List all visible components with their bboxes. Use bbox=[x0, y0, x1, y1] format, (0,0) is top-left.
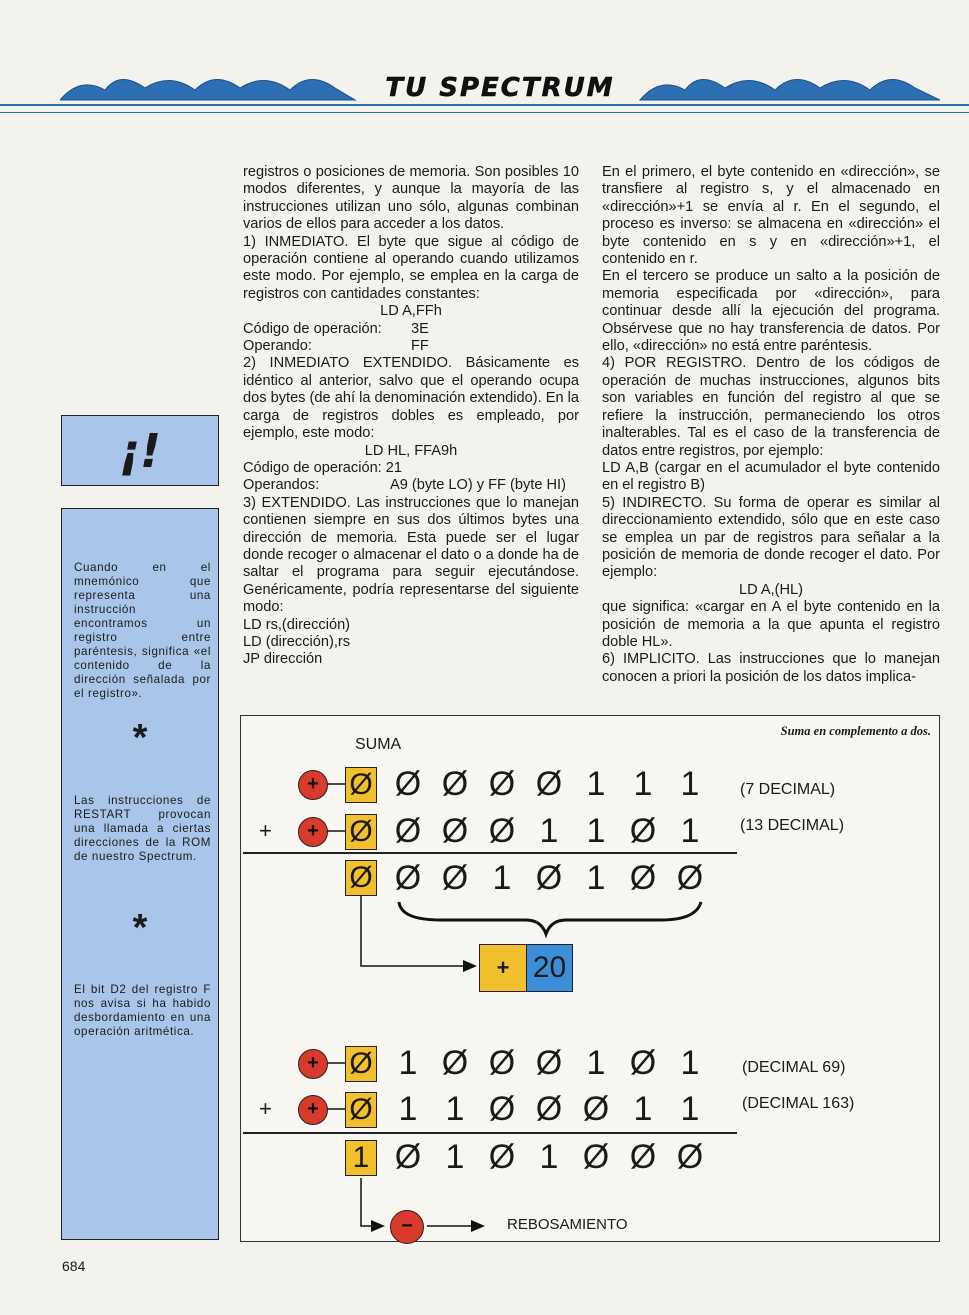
row-label: (DECIMAL 163) bbox=[742, 1095, 855, 1112]
row-label: (DECIMAL 69) bbox=[742, 1059, 846, 1076]
bit-digit: Ø bbox=[488, 765, 516, 803]
bit-digit: Ø bbox=[629, 812, 657, 850]
paragraph: En el tercero se produce un salto a la posición de memoria especificada por «dirección», para continuar desde allí la ejecución del programa. Obsérvese que no hay transferencia de datos. Por ello, «dirección» no está entre paréntesis. bbox=[602, 268, 940, 355]
bit-digit: Ø bbox=[582, 1090, 610, 1128]
sidebar-note-1: Cuando en el mnemónico que representa una instrucción encontramos un registro entre paréntesis, significa «el contenido de la dirección señalada por el registro». bbox=[74, 561, 211, 700]
sidebar-note-3: El bit D2 del registro F nos avisa si ha habido desbordamiento en una operación aritmética. bbox=[74, 983, 211, 1038]
sidebar-attention-box bbox=[61, 415, 219, 486]
plus-circle-icon: + bbox=[298, 1049, 328, 1079]
paragraph: 2) INMEDIATO EXTENDIDO. Básicamente es idéntico al anterior, salvo que el operando ocupa dos bytes (de ahí la denominación extendido). En la carga de registros dobles es empleado, por ejemplo, este modo: bbox=[243, 355, 579, 442]
bit-digit: 1 bbox=[680, 1044, 700, 1082]
bit-digit: Ø bbox=[488, 1044, 516, 1082]
bit-digit: Ø bbox=[676, 859, 704, 897]
bit-digit: Ø bbox=[488, 1090, 516, 1128]
code-line: LD (dirección),rs bbox=[243, 633, 351, 650]
paragraph: LD A,B (cargar en el acumulador el byte contenido en el registro B) bbox=[602, 459, 940, 494]
bit-digit: Ø bbox=[535, 859, 563, 897]
plus-circle-icon: + bbox=[298, 1095, 328, 1125]
bit-digit: Ø bbox=[535, 1090, 563, 1128]
sidebar-note-2: Las instrucciones de RESTART provocan una llamada a ciertas direcciones de la ROM de nuestro Spectrum. bbox=[74, 794, 211, 863]
bit-digit: Ø bbox=[441, 812, 469, 850]
bit-digit: 1 bbox=[539, 1138, 559, 1176]
opcode-row: Código de operación: 3E bbox=[243, 320, 429, 337]
code-line: LD A,(HL) bbox=[738, 581, 804, 598]
bit-digit: Ø bbox=[676, 1138, 704, 1176]
column-left bbox=[243, 164, 579, 669]
header-rule bbox=[0, 104, 969, 106]
paragraph: 3) EXTENDIDO. Las instrucciones que lo manejan contienen siempre en sus dos últimos bytes una dirección de memoria. Esta puede ser el lugar donde recoger o almacenar el dato o a donde ha de saltar el programa para seguir ejecutándose. Genéricamente, podría representarse del siguiente modo: bbox=[243, 494, 579, 616]
figure-caption: Suma en complemento a dos. bbox=[780, 724, 931, 738]
plus-circle-icon: + bbox=[298, 817, 328, 847]
bit-digit: 1 bbox=[586, 859, 606, 897]
page-number: 684 bbox=[62, 1258, 86, 1274]
bit-digit: 1 bbox=[445, 1090, 465, 1128]
plus-sign: + bbox=[480, 945, 527, 991]
code-line: LD A,FFh bbox=[380, 303, 442, 320]
bit-digit: 1 bbox=[445, 1138, 465, 1176]
bit-digit: Ø bbox=[535, 1044, 563, 1082]
sidebar-notes bbox=[61, 508, 219, 1240]
bit-digit: 1 bbox=[586, 765, 606, 803]
paragraph: 6) IMPLICITO. Las instrucciones que lo manejan conocen a priori la posición de los datos implica- bbox=[602, 651, 940, 685]
bit-digit: 1 bbox=[680, 812, 700, 850]
carry-bit-box: Ø bbox=[345, 1046, 377, 1082]
sum-value: 20 bbox=[527, 945, 572, 991]
plus-circle-icon: + bbox=[298, 770, 328, 800]
bit-digit: 1 bbox=[492, 859, 512, 897]
bit-digit: 1 bbox=[539, 812, 559, 850]
sum-line bbox=[243, 1132, 737, 1134]
bit-digit: 1 bbox=[633, 765, 653, 803]
twos-complement-figure bbox=[240, 715, 940, 1242]
carry-bit-box: Ø bbox=[345, 767, 377, 803]
opcode-line: Código de operación: 21 bbox=[243, 459, 403, 476]
bit-digit: 1 bbox=[633, 1090, 653, 1128]
plus-sign: + bbox=[259, 818, 272, 843]
suma-label: SUMA bbox=[355, 736, 402, 753]
bit-digit: Ø bbox=[488, 812, 516, 850]
bit-digit: Ø bbox=[394, 812, 422, 850]
bit-digit: Ø bbox=[441, 1044, 469, 1082]
carry-bit-box: Ø bbox=[345, 860, 377, 896]
bit-digit: Ø bbox=[394, 1138, 422, 1176]
bit-digit: Ø bbox=[488, 1138, 516, 1176]
minus-circle-icon: − bbox=[390, 1210, 424, 1244]
operands-row: Operandos: A9 (byte LO) y FF (byte HI) bbox=[243, 477, 566, 494]
overflow-label: REBOSAMIENTO bbox=[507, 1216, 628, 1233]
carry-bit-box: Ø bbox=[345, 814, 377, 850]
paragraph: registros o posiciones de memoria. Son posibles 10 modos diferentes, y aunque la mayoría de las instrucciones utilizan uno sólo, algunas combinan varios de ellos para acceder a los datos. bbox=[243, 164, 579, 233]
header-title: TU SPECTRUM bbox=[385, 73, 615, 103]
bit-digit: 1 bbox=[398, 1090, 418, 1128]
bit-digit: 1 bbox=[680, 1090, 700, 1128]
bit-digit: 1 bbox=[398, 1044, 418, 1082]
paragraph: que significa: «cargar en A el byte contenido en la posición de memoria a la que apunta el registro doble HL». bbox=[602, 599, 940, 650]
asterisk-icon: * bbox=[132, 717, 148, 759]
sum-result-box bbox=[479, 944, 573, 992]
bit-digit: Ø bbox=[582, 1138, 610, 1176]
attention-mark: ¡! bbox=[119, 424, 161, 478]
bit-digit: Ø bbox=[441, 765, 469, 803]
bit-digit: Ø bbox=[394, 859, 422, 897]
row-label: (7 DECIMAL) bbox=[740, 781, 836, 798]
bit-digit: 1 bbox=[586, 812, 606, 850]
code-line: JP dirección bbox=[243, 651, 323, 668]
plus-sign: + bbox=[259, 1096, 272, 1121]
bit-digit: Ø bbox=[535, 765, 563, 803]
code-line: LD rs,(dirección) bbox=[243, 616, 351, 633]
bit-digit: Ø bbox=[629, 1138, 657, 1176]
asterisk-icon: * bbox=[132, 907, 148, 949]
carry-bit-box: Ø bbox=[345, 1092, 377, 1128]
bit-digit: Ø bbox=[629, 1044, 657, 1082]
bit-digit: 1 bbox=[680, 765, 700, 803]
paragraph: 5) INDIRECTO. Su forma de operar es similar al direccionamiento extendido, sólo que en este caso se emplea un par de registros para señalar a la posición de memoria de donde recoger el dato. Por ejemplo: bbox=[602, 494, 940, 581]
paragraph: 1) INMEDIATO. El byte que sigue al código de operación contiene al operando cuando utilizamos este modo. Por ejemplo, se emplea en la carga de registros con cantidades constantes: bbox=[243, 233, 579, 302]
operand-row: Operando: FF bbox=[243, 338, 429, 355]
bit-digit: Ø bbox=[441, 859, 469, 897]
bit-digit: Ø bbox=[394, 765, 422, 803]
column-right bbox=[602, 164, 940, 686]
bit-digit: Ø bbox=[629, 859, 657, 897]
paragraph: 4) POR REGISTRO. Dentro de los códigos de operación de muchas instrucciones, algunos bits son variables en función del registro al que se refiere la instrucción, permaneciendo los otros inalterables. Tal es el caso de la transferencia de datos entre registros, por ejemplo: bbox=[602, 355, 940, 459]
header-rule-thin bbox=[0, 112, 969, 113]
carry-bit-box: 1 bbox=[345, 1140, 377, 1176]
paragraph: En el primero, el byte contenido en «dirección», se transfiere al registro s, y el almacenado en «dirección»+1 se envía al r. En el segundo, el proceso es inverso: se almacena en «dirección» el byte contenido en s y en «dirección»+1, el contenido en r. bbox=[602, 164, 940, 268]
bit-digit: 1 bbox=[586, 1044, 606, 1082]
code-line: LD HL, FFA9h bbox=[364, 442, 458, 459]
row-label: (13 DECIMAL) bbox=[740, 817, 845, 834]
